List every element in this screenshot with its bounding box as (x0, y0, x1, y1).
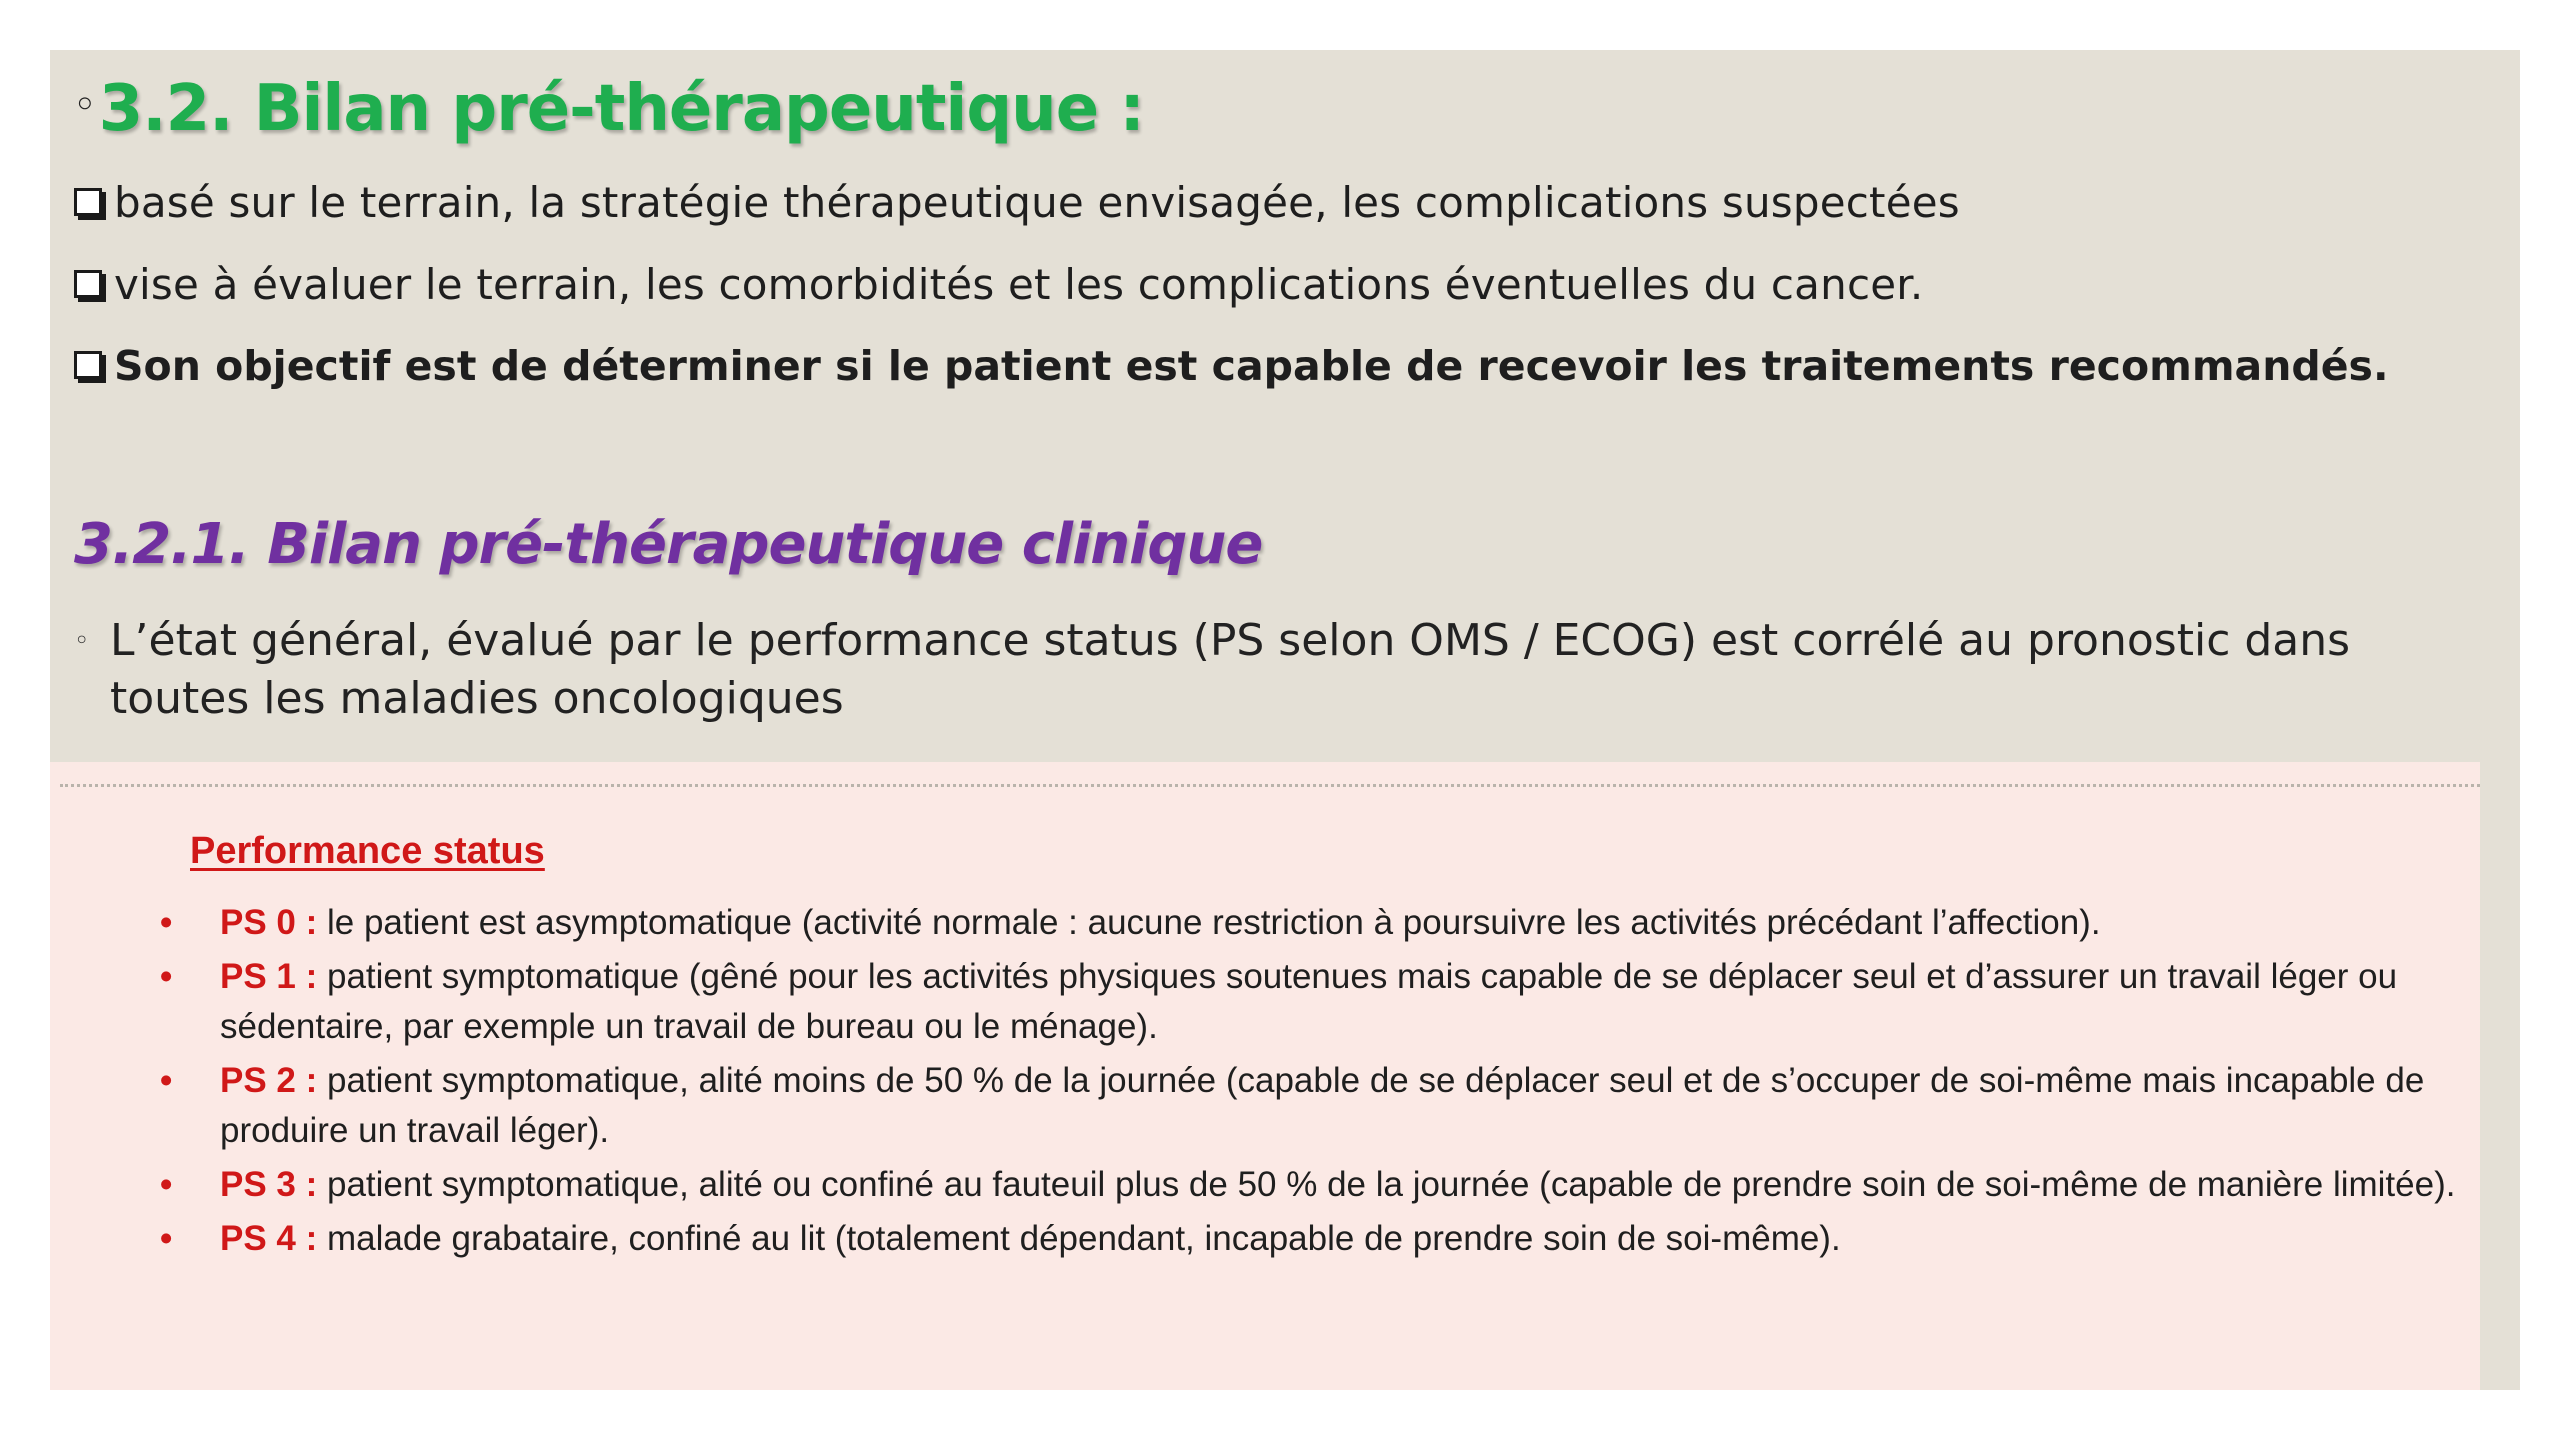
checkbox-bullet-icon (74, 270, 102, 298)
bullet-icon: • (160, 903, 173, 942)
section-title (74, 72, 1144, 146)
ps-label: PS 4 : (220, 1219, 318, 1258)
ps-text: malade grabataire, confiné au lit (totalement dépendant, incapable de prendre soin de soi-même). (317, 1219, 1841, 1258)
bullet-icon: • (160, 1219, 173, 1258)
ps-text: patient symptomatique, alité ou confiné au fauteuil plus de 50 % de la journée (capable de prendre soin de soi-même de manière limitée). (317, 1165, 2456, 1204)
paragraph-text: L’état général, évalué par le performance status (PS selon OMS / ECOG) est corrélé au pronostic dans toutes les maladies oncologiques (110, 615, 2351, 724)
bullet-icon: • (160, 957, 173, 996)
checkbox-line-3 (74, 342, 2389, 390)
ps-label: PS 1 : (220, 957, 318, 996)
ps-label: PS 2 : (220, 1061, 318, 1100)
bullet-icon: • (160, 1165, 173, 1204)
line-1-text: basé sur le terrain, la stratégie thérapeutique envisagée, les complications suspectées (114, 178, 1960, 227)
checkbox-line-1 (74, 178, 1960, 227)
list-item (156, 1160, 2496, 1210)
list-item (156, 1056, 2496, 1156)
ps-label: PS 3 : (220, 1165, 318, 1204)
ps-text: patient symptomatique, alité moins de 50 % de la journée (capable de se déplacer seul et de s’occuper de soi-même mais incapable de produire un travail léger). (220, 1061, 2425, 1150)
checkbox-bullet-icon (74, 351, 102, 379)
list-item (156, 1214, 2496, 1264)
line-3-text: Son objectif est de déterminer si le patient est capable de recevoir les traitements recommandés. (114, 342, 2389, 390)
circle-bullet-icon: ◦ (74, 85, 95, 125)
performance-paragraph (74, 612, 2494, 728)
circle-bullet-icon: ◦ (74, 626, 90, 656)
slide (50, 50, 2520, 1390)
list-item (156, 952, 2496, 1052)
performance-status-list (156, 898, 2496, 1268)
section-title-text: 3.2. Bilan pré-thérapeutique : (98, 72, 1145, 146)
bullet-icon: • (160, 1061, 173, 1100)
performance-status-title: Performance status (190, 830, 545, 872)
ps-label: PS 0 : (220, 903, 318, 942)
line-2-text: vise à évaluer le terrain, les comorbidités et les complications éventuelles du cancer. (114, 260, 1924, 309)
checkbox-bullet-icon (74, 188, 102, 216)
dotted-divider (60, 784, 2480, 787)
checkbox-line-2 (74, 260, 1923, 309)
ps-text: patient symptomatique (gêné pour les activités physiques soutenues mais capable de se déplacer seul et d’assurer un travail léger ou sédentaire, par exemple un travail de bureau ou le ménage). (220, 957, 2398, 1046)
list-item (156, 898, 2496, 948)
ps-text: le patient est asymptomatique (activité normale : aucune restriction à poursuivre les activités précédant l’affection). (317, 903, 2101, 942)
subsection-title: 3.2.1. Bilan pré-thérapeutique clinique (74, 512, 1263, 577)
performance-status-panel (50, 762, 2480, 1390)
